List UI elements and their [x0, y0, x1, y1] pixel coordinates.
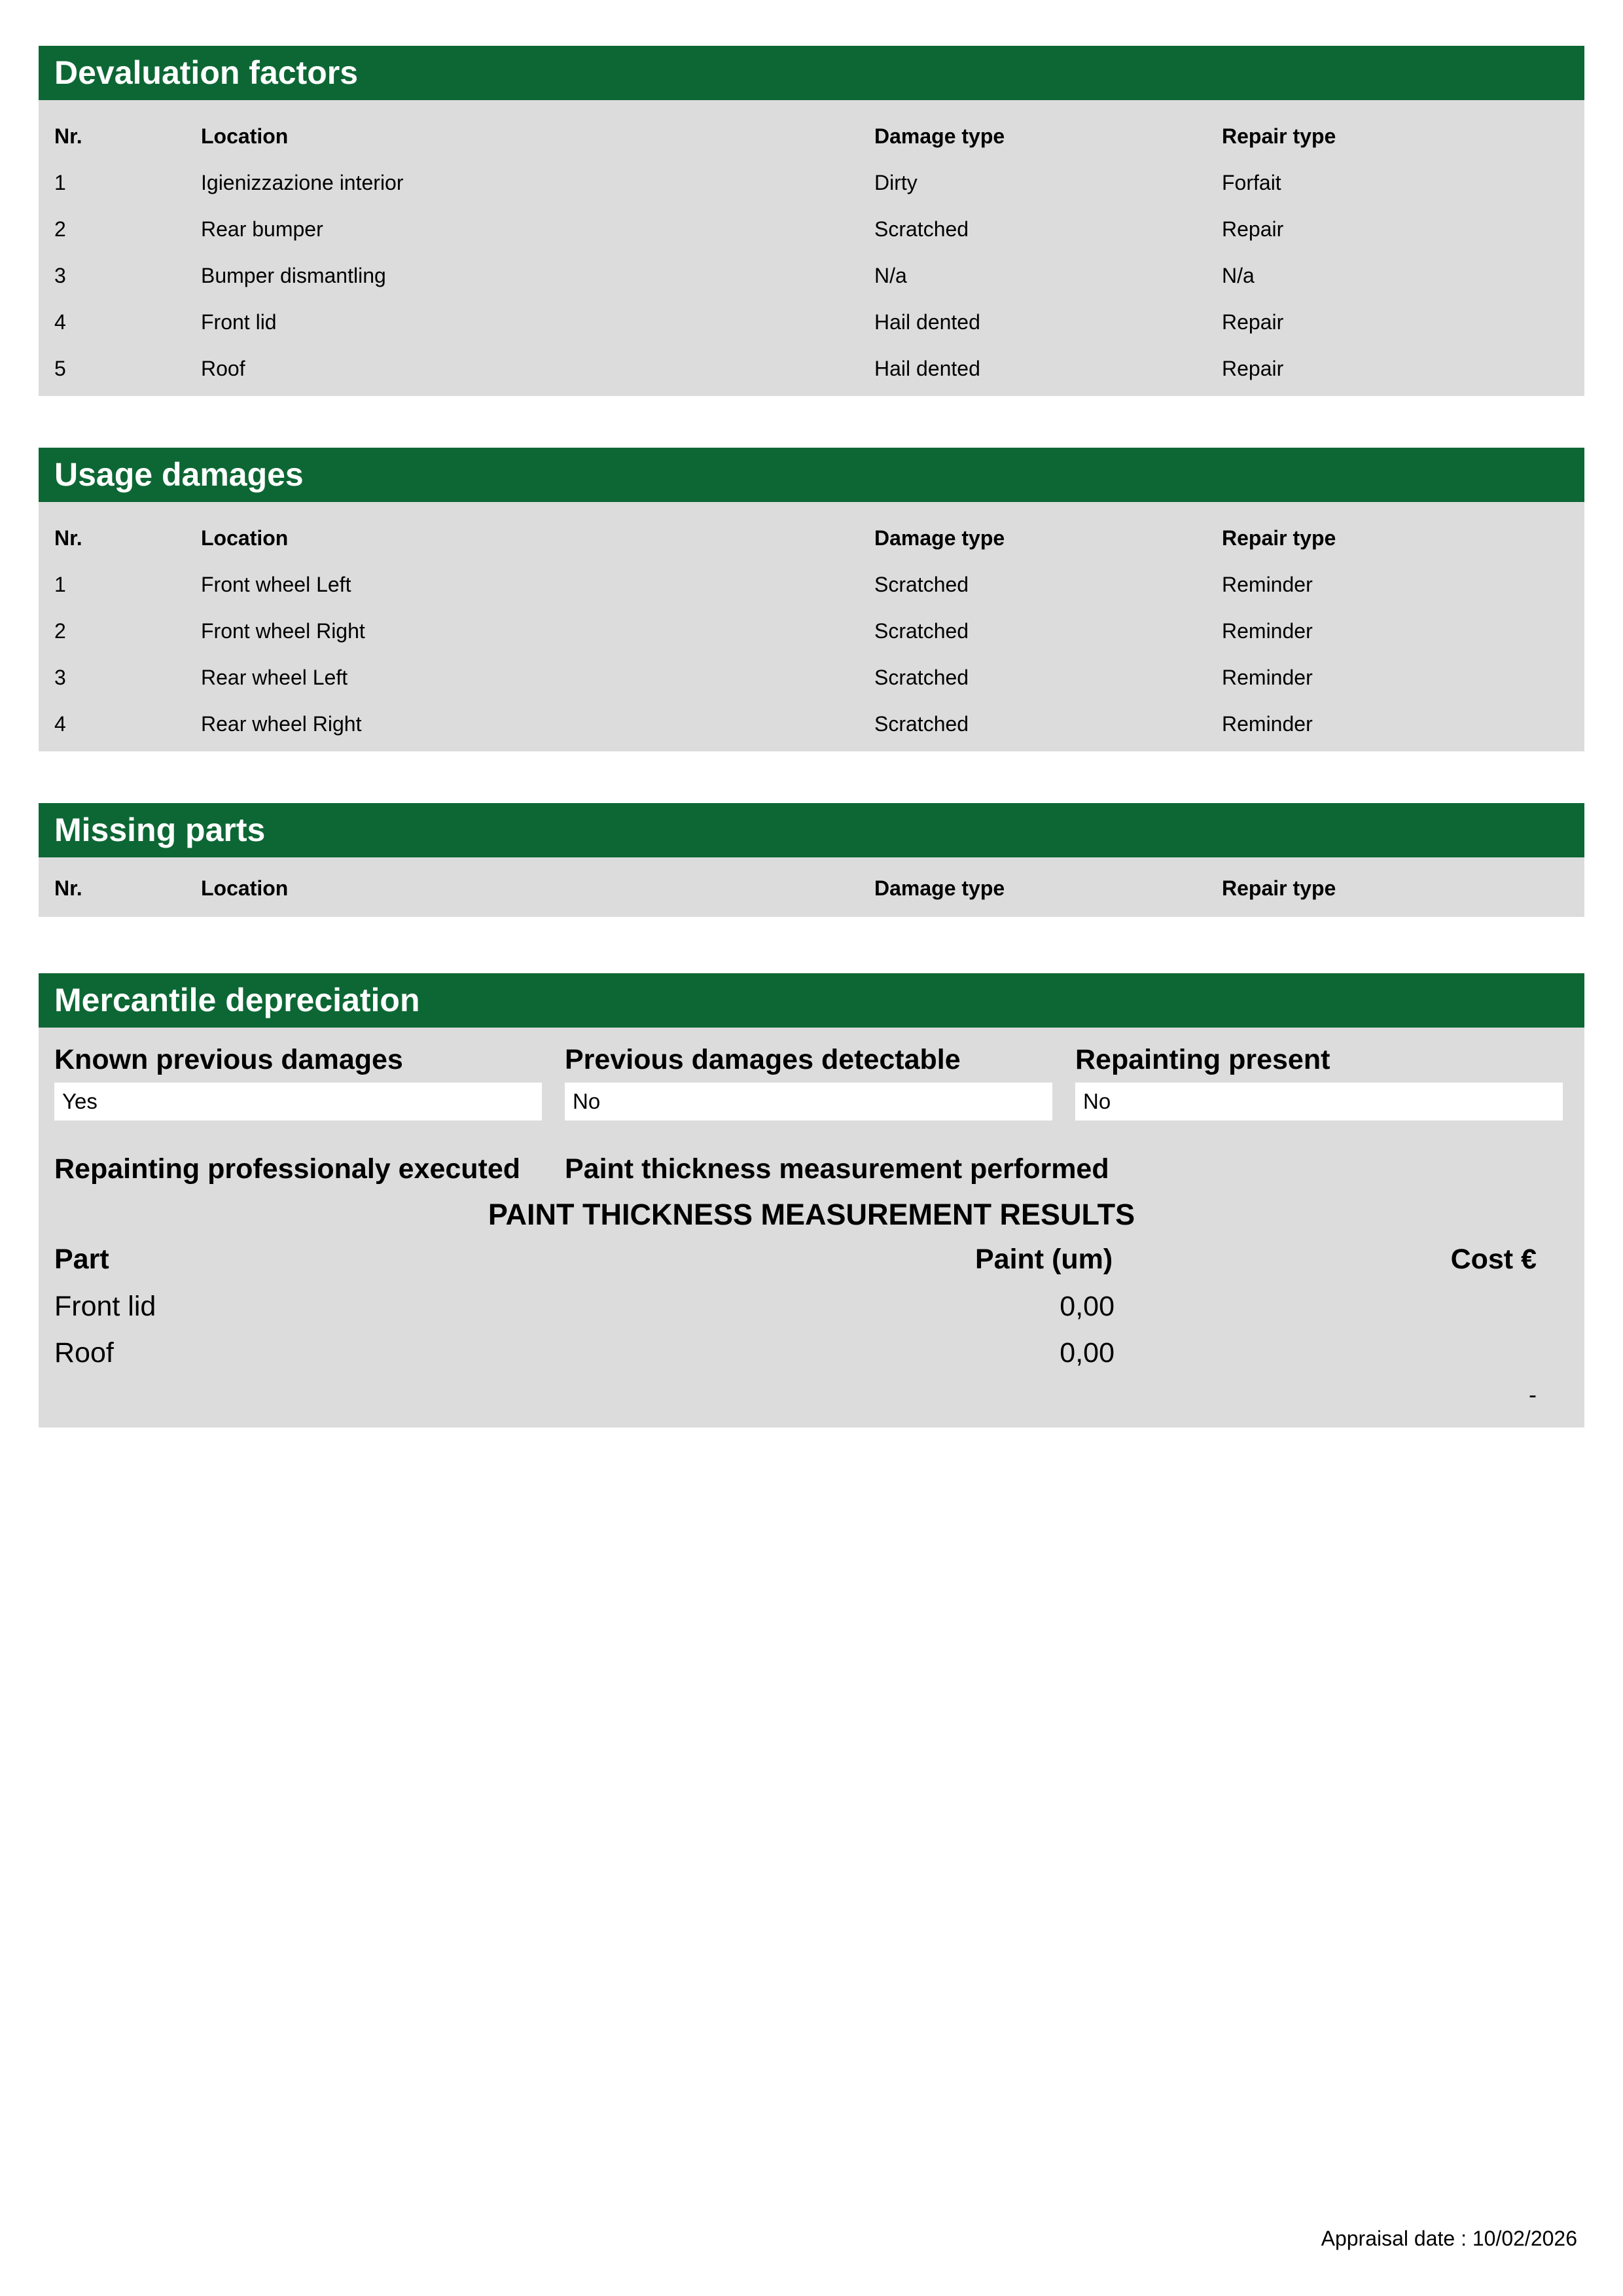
row-damage-type: Scratched — [874, 217, 969, 241]
row-location: Front wheel Left — [201, 573, 351, 596]
results-row-part: Front lid — [54, 1291, 156, 1322]
table-row — [39, 655, 1584, 701]
row-location: Roof — [201, 357, 245, 380]
row-damage-type: Dirty — [874, 171, 918, 194]
row-nr: 1 — [54, 171, 66, 194]
appraisal-date: Appraisal date : 10/02/2026 — [1321, 2227, 1577, 2250]
row-location: Igienizzazione interior — [201, 171, 404, 194]
row-nr: 2 — [54, 217, 66, 241]
row-repair-type: Repair — [1222, 310, 1284, 334]
header-nr: Nr. — [54, 526, 82, 550]
results-total-cost: - — [1529, 1381, 1537, 1408]
results-header-paint: Paint (um) — [975, 1244, 1113, 1275]
row-nr: 4 — [54, 310, 66, 334]
usage-damages-table — [39, 502, 1584, 751]
header-damage-type: Damage type — [874, 124, 1005, 148]
header-nr: Nr. — [54, 876, 82, 900]
row-location: Bumper dismantling — [201, 264, 386, 287]
row-location: Rear wheel Left — [201, 666, 348, 689]
row-damage-type: Scratched — [874, 666, 969, 689]
usage-damages-title: Usage damages — [39, 448, 1584, 502]
row-damage-type: Scratched — [874, 573, 969, 596]
table-header-row — [39, 865, 1584, 912]
header-location: Location — [201, 124, 289, 148]
results-header-cost: Cost € — [1450, 1244, 1537, 1275]
table-row — [39, 299, 1584, 346]
mercantile-depreciation-section — [39, 973, 1584, 1427]
known-previous-damages-field: Yes — [54, 1083, 542, 1121]
row-repair-type: Repair — [1222, 217, 1284, 241]
header-damage-type: Damage type — [874, 526, 1005, 550]
repainting-present-field: No — [1075, 1083, 1563, 1121]
paint-measurement-performed-label: Paint thickness measurement performed — [565, 1153, 1109, 1185]
header-repair-type: Repair type — [1222, 526, 1336, 550]
table-row — [39, 562, 1584, 608]
previous-damages-detectable-label: Previous damages detectable — [565, 1044, 961, 1075]
devaluation-factors-section — [39, 46, 1584, 396]
table-header-row — [39, 113, 1584, 160]
row-damage-type: Scratched — [874, 619, 969, 643]
row-damage-type: Hail dented — [874, 357, 980, 380]
row-repair-type: Reminder — [1222, 619, 1313, 643]
row-repair-type: Repair — [1222, 357, 1284, 380]
row-nr: 3 — [54, 264, 66, 287]
usage-damages-section — [39, 448, 1584, 751]
devaluation-factors-title: Devaluation factors — [39, 46, 1584, 100]
row-location: Rear bumper — [201, 217, 323, 241]
row-location: Front lid — [201, 310, 277, 334]
header-repair-type: Repair type — [1222, 124, 1336, 148]
paint-thickness-results-title: PAINT THICKNESS MEASUREMENT RESULTS — [488, 1198, 1135, 1231]
results-header-part: Part — [54, 1244, 109, 1275]
mercantile-depreciation-body — [39, 1028, 1584, 1427]
previous-damages-detectable-field: No — [565, 1083, 1052, 1121]
row-repair-type: Reminder — [1222, 666, 1313, 689]
row-nr: 4 — [54, 712, 66, 736]
repainting-professional-label: Repainting professionaly executed — [54, 1153, 521, 1185]
table-row — [39, 253, 1584, 299]
row-repair-type: Reminder — [1222, 712, 1313, 736]
table-row — [39, 160, 1584, 206]
table-row — [39, 346, 1584, 392]
missing-parts-table — [39, 857, 1584, 917]
header-location: Location — [201, 876, 289, 900]
row-repair-type: Forfait — [1222, 171, 1281, 194]
header-damage-type: Damage type — [874, 876, 1005, 900]
row-nr: 3 — [54, 666, 66, 689]
header-nr: Nr. — [54, 124, 82, 148]
row-damage-type: Hail dented — [874, 310, 980, 334]
row-damage-type: N/a — [874, 264, 907, 287]
header-repair-type: Repair type — [1222, 876, 1336, 900]
results-row-paint: 0,00 — [1060, 1291, 1115, 1322]
header-location: Location — [201, 526, 289, 550]
table-row — [39, 608, 1584, 655]
table-row — [39, 701, 1584, 747]
table-header-row — [39, 515, 1584, 562]
results-row-part: Roof — [54, 1337, 114, 1369]
devaluation-factors-table — [39, 100, 1584, 396]
row-repair-type: N/a — [1222, 264, 1255, 287]
results-row-paint: 0,00 — [1060, 1337, 1115, 1369]
missing-parts-title: Missing parts — [39, 803, 1584, 857]
row-location: Front wheel Right — [201, 619, 365, 643]
mercantile-depreciation-title: Mercantile depreciation — [39, 973, 1584, 1028]
row-nr: 2 — [54, 619, 66, 643]
missing-parts-section — [39, 803, 1584, 917]
known-previous-damages-label: Known previous damages — [54, 1044, 403, 1075]
row-nr: 5 — [54, 357, 66, 380]
row-damage-type: Scratched — [874, 712, 969, 736]
table-row — [39, 206, 1584, 253]
row-location: Rear wheel Right — [201, 712, 362, 736]
row-repair-type: Reminder — [1222, 573, 1313, 596]
row-nr: 1 — [54, 573, 66, 596]
repainting-present-label: Repainting present — [1075, 1044, 1330, 1075]
